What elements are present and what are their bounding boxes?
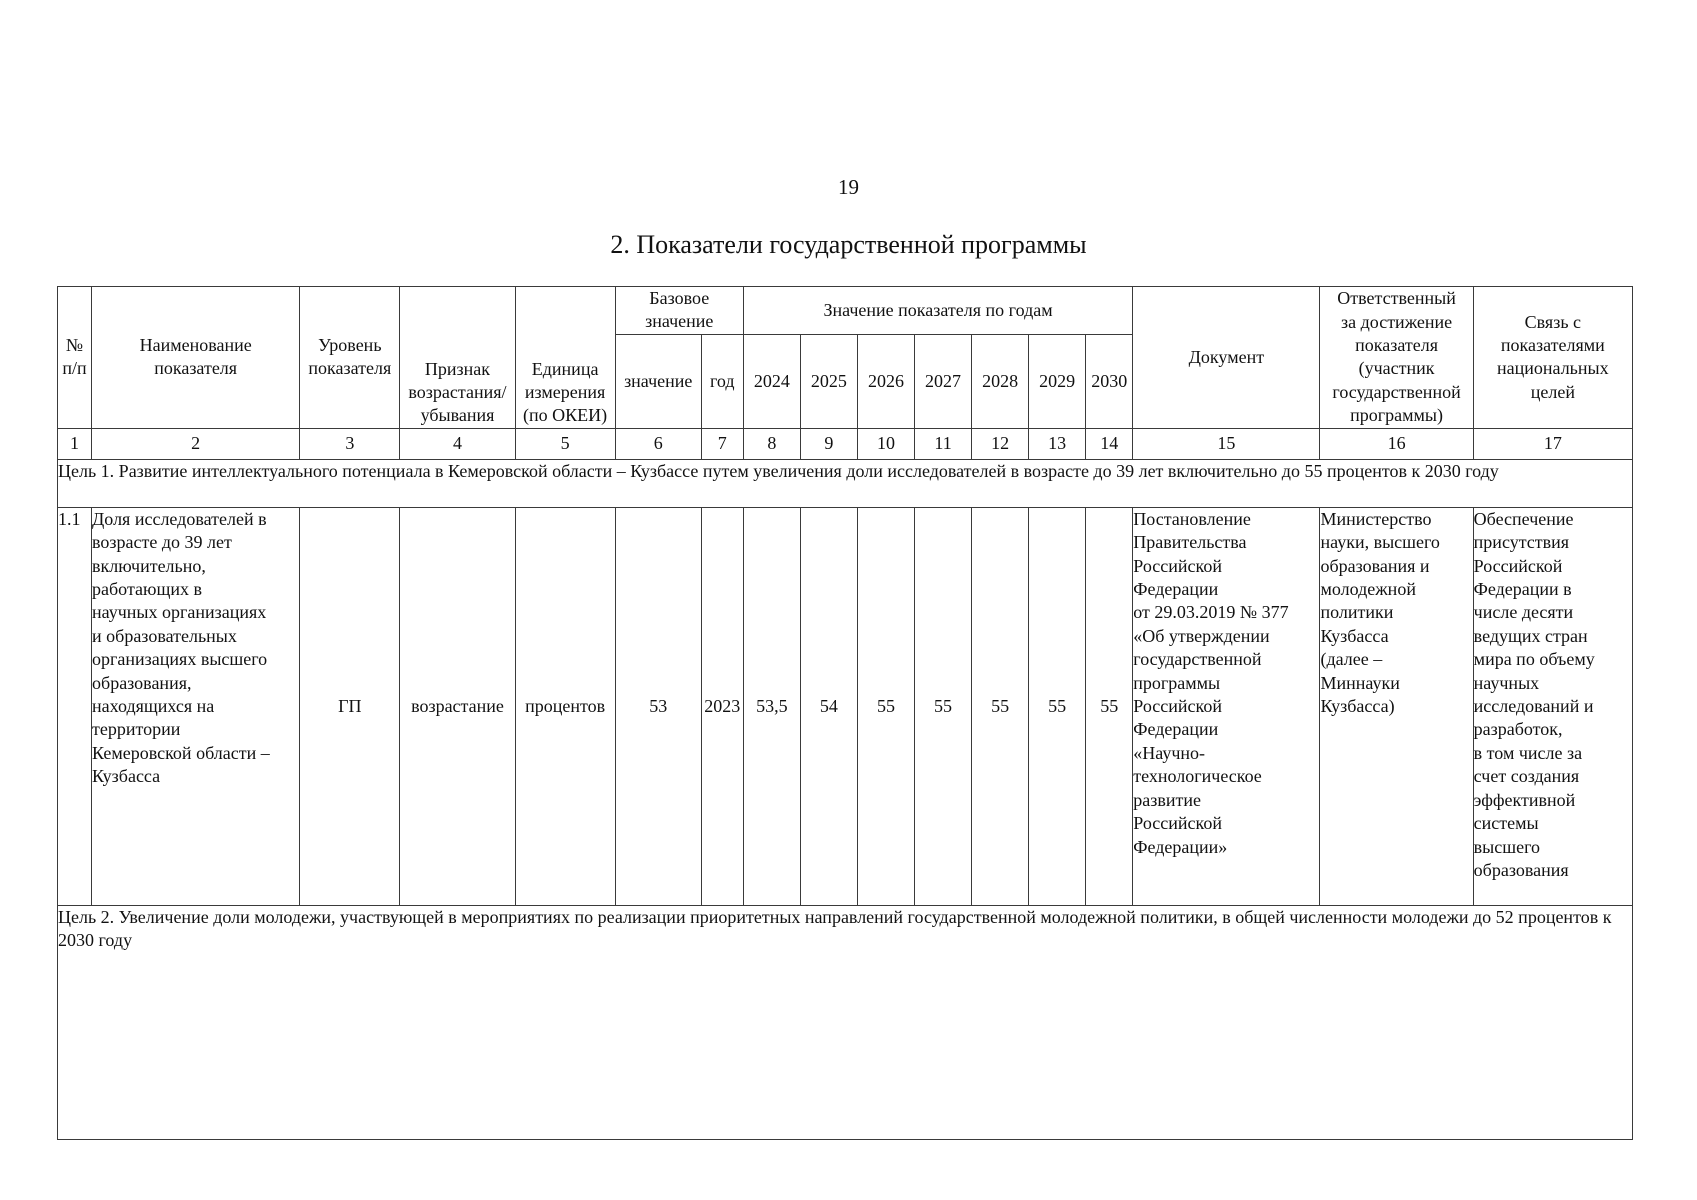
header-base-group: Базовое значение (615, 287, 743, 335)
row-value-2029: 55 (1029, 507, 1086, 905)
row-document: Постановление Правительства Российской Федерации от 29.03.2019 № 377 «Об утверждении государственной программы Российской Федерации «Научно- технологическое развитие Российской Федерации» (1133, 507, 1320, 905)
row-responsible: Министерство науки, высшего образования и молодежной политики Кузбасса (далее – Миннауки Кузбасса) (1320, 507, 1473, 905)
header-base-year: год (701, 334, 743, 428)
row-level: ГП (300, 507, 400, 905)
row-trend: возрастание (400, 507, 515, 905)
column-number: 5 (515, 428, 615, 459)
goal-2-row (58, 905, 1633, 1139)
column-number: 6 (615, 428, 701, 459)
page-number: 19 (838, 175, 859, 199)
goal-1-text: Цель 1. Развитие интеллектуального потенциала в Кемеровской области – Кузбассе путем увеличения доли исследователей в возрасте до 39 лет включительно до 55 процентов к 2030 году (58, 459, 1633, 507)
column-number: 8 (743, 428, 800, 459)
header-year-2026: 2026 (857, 334, 914, 428)
column-number: 12 (972, 428, 1029, 459)
column-number: 4 (400, 428, 515, 459)
header-document: Документ (1133, 287, 1320, 429)
header-level: Уровень показателя (300, 287, 400, 429)
goal-1-row (58, 459, 1633, 507)
row-value-2027: 55 (915, 507, 972, 905)
row-national-goals-link: Обеспечение присутствия Российской Федерации в числе десяти ведущих стран мира по объему научных исследований и разработок, в том числе за счет создания эффективной системы высшего образования (1473, 507, 1632, 905)
header-responsible: Ответственный за достижение показателя (участник государственной программы) (1320, 287, 1473, 429)
header-years-group: Значение показателя по годам (743, 287, 1132, 335)
row-indicator-name: Доля исследователей в возрасте до 39 лет включительно, работающих в научных организациях и образовательных организациях высшего образования, находящихся на территории Кемеровской области – Кузбасса (92, 507, 300, 905)
column-number: 3 (300, 428, 400, 459)
row-unit: процентов (515, 507, 615, 905)
column-number: 13 (1029, 428, 1086, 459)
table-row (58, 507, 1633, 905)
column-number: 2 (92, 428, 300, 459)
column-number: 16 (1320, 428, 1473, 459)
row-value-2024: 53,5 (743, 507, 800, 905)
header-trend: Признак возрастания/ убывания (400, 287, 515, 429)
column-number: 17 (1473, 428, 1632, 459)
column-numbers-row (58, 428, 1633, 459)
section-title: 2. Показатели государственной программы (610, 230, 1087, 259)
row-value-2030: 55 (1086, 507, 1133, 905)
column-number: 9 (800, 428, 857, 459)
indicators-table (57, 286, 1633, 1140)
column-number: 7 (701, 428, 743, 459)
column-number: 10 (857, 428, 914, 459)
row-value-2025: 54 (800, 507, 857, 905)
row-base-value: 53 (615, 507, 701, 905)
row-num: 1.1 (58, 507, 92, 905)
header-name: Наименование показателя (92, 287, 300, 429)
column-number: 15 (1133, 428, 1320, 459)
column-number: 14 (1086, 428, 1133, 459)
header-year-2027: 2027 (915, 334, 972, 428)
header-year-2029: 2029 (1029, 334, 1086, 428)
row-value-2028: 55 (972, 507, 1029, 905)
column-number: 1 (58, 428, 92, 459)
header-base-value: значение (615, 334, 701, 428)
header-year-2025: 2025 (800, 334, 857, 428)
row-value-2026: 55 (857, 507, 914, 905)
header-unit: Единица измерения (по ОКЕИ) (515, 287, 615, 429)
row-base-year: 2023 (701, 507, 743, 905)
goal-2-text: Цель 2. Увеличение доли молодежи, участвующей в мероприятиях по реализации приоритетных направлений государственной молодежной политики, в общей численности молодежи до 52 процентов к 2030 году (58, 905, 1633, 1139)
header-num: № п/п (58, 287, 92, 429)
header-year-2028: 2028 (972, 334, 1029, 428)
header-link: Связь с показателями национальных целей (1473, 287, 1632, 429)
header-row-top (58, 287, 1633, 335)
column-number: 11 (915, 428, 972, 459)
header-year-2030: 2030 (1086, 334, 1133, 428)
header-year-2024: 2024 (743, 334, 800, 428)
